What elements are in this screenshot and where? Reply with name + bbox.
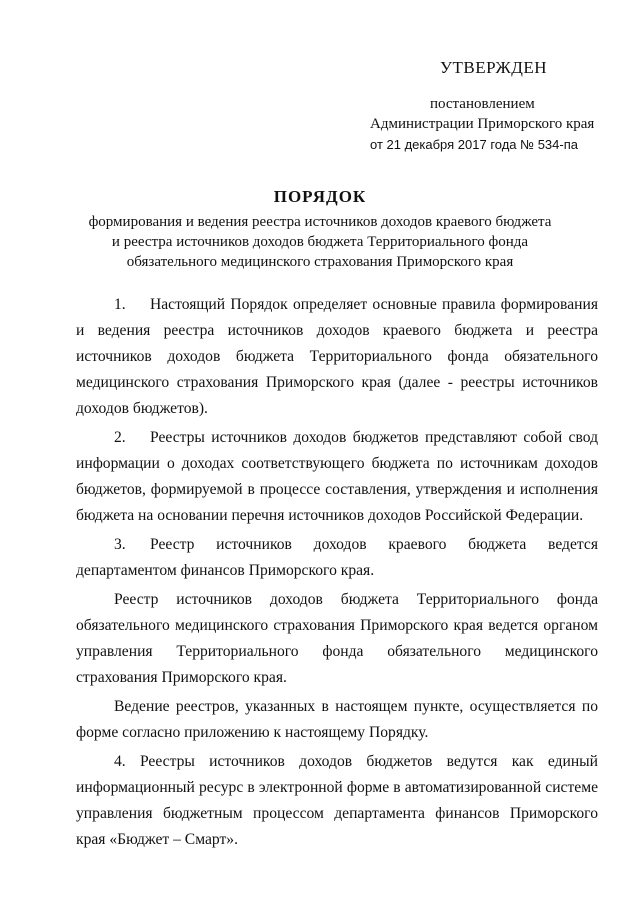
- paragraph-2: [76, 425, 598, 529]
- paragraph-3-continued: [76, 587, 598, 691]
- approval-line-resolution: постановлением: [430, 96, 535, 112]
- paragraph-text: Реестры источников доходов бюджетов ведутся как единый информационный ресурс в электронной форме в автоматизированной системе управления бюджетным процессом департамента финансов Приморского края «Бюджет – Смарт».: [76, 753, 598, 848]
- paragraph-text: Реестры источников доходов бюджетов представляют собой свод информации о доходах соответствующего бюджета по источникам доходов бюджетов, формируемой в процессе составления, утверждения и исполнения бюджета на основании перечня источников доходов Российской Федерации.: [76, 429, 598, 524]
- paragraph-3: [76, 532, 598, 584]
- document-title: ПОРЯДОК: [273, 187, 367, 206]
- subtitle-line: формирования и ведения реестра источников доходов краевого бюджета: [88, 214, 552, 230]
- item-number: 4.: [114, 753, 126, 770]
- paragraph-text: Реестр источников доходов краевого бюджета ведется департаментом финансов Приморского края.: [76, 536, 598, 579]
- item-number: 2.: [114, 429, 126, 446]
- paragraph-text: Настоящий Порядок определяет основные правила формирования и ведения реестра источников доходов краевого бюджета и реестра источников доходов бюджета Территориального фонда обязательного медицинского страхования Приморского края (далее - реестры источников доходов бюджетов).: [76, 296, 598, 417]
- paragraph-text: Реестр источников доходов бюджета Территориального фонда обязательного медицинского страхования Приморского края ведется органом управления Территориального фонда обязательного медицинского страхования Приморского края.: [76, 591, 598, 686]
- paragraph-text: Ведение реестров, указанных в настоящем пункте, осуществляется по форме согласно приложению к настоящему Порядку.: [76, 698, 598, 741]
- item-number: 3.: [114, 536, 126, 553]
- approval-line-administration: Администрации Приморского края: [370, 116, 595, 132]
- document-heading: [0, 186, 640, 272]
- document-body: [76, 292, 598, 853]
- item-number: 1.: [114, 296, 126, 313]
- approval-line-date-number: от 21 декабря 2017 года № 534-па: [370, 137, 578, 152]
- paragraph-1: [76, 292, 598, 422]
- subtitle-line: и реестра источников доходов бюджета Территориального фонда: [111, 234, 529, 250]
- subtitle-line: обязательного медицинского страхования Приморского края: [126, 254, 514, 270]
- paragraph-3-form: [76, 694, 598, 746]
- paragraph-4: [76, 749, 598, 853]
- approval-title: УТВЕРЖДЕН: [440, 58, 547, 77]
- document-subtitle: [0, 212, 640, 272]
